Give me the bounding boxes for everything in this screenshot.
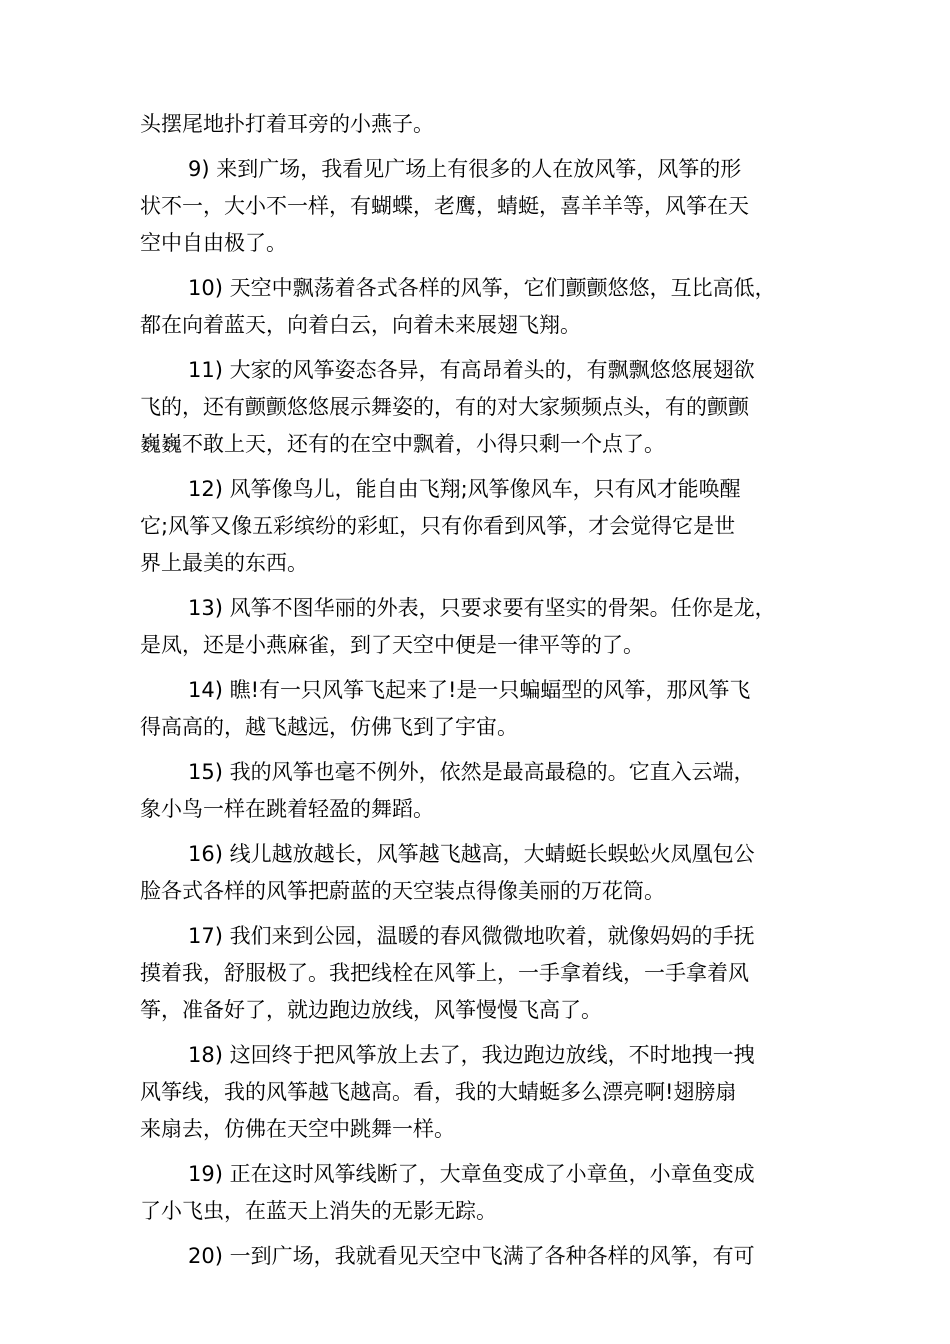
text-line: 飞的，还有颤颤悠悠展示舞姿的，有的对大家频频点头，有的颤颤: [140, 395, 749, 419]
text-line: 9) 来到广场，我看见广场上有很多的人在放风筝，风筝的形: [188, 157, 742, 181]
text-line: 脸各式各样的风筝把蔚蓝的天空装点得像美丽的万花筒。: [140, 879, 665, 903]
paragraph: [140, 151, 840, 262]
text-line: 状不一，大小不一样，有蝴蝶，老鹰，蜻蜓，喜羊羊等，风筝在天: [140, 194, 749, 218]
paragraph: [140, 352, 840, 463]
text-line: 15) 我的风筝也毫不例外，依然是最高最稳的。它直入云端，: [188, 760, 755, 784]
paragraph: [140, 471, 840, 582]
text-line: 来扇去，仿佛在天空中跳舞一样。: [140, 1117, 455, 1141]
text-line: 巍巍不敢上天，还有的在空中飘着，小得只剩一个点了。: [140, 432, 665, 456]
text-line: 10) 天空中飘荡着各式各样的风筝，它们颤颤悠悠，互比高低，: [188, 276, 776, 300]
text-line: 摸着我，舒服极了。我把线栓在风筝上，一手拿着线，一手拿着风: [140, 961, 749, 985]
text-line: 12) 风筝像鸟儿，能自由飞翔;风筝像风车，只有风才能唤醒: [188, 477, 741, 501]
text-line: 风筝线，我的风筝越飞越高。看，我的大蜻蜓多么漂亮啊!翅膀扇: [140, 1080, 737, 1104]
paragraph: [140, 836, 840, 910]
text-line: 都在向着蓝天，向着白云，向着未来展翅飞翔。: [140, 313, 581, 337]
text-line: 11) 大家的风筝姿态各异，有高昂着头的，有飘飘悠悠展翅欲: [188, 358, 755, 382]
text-line: 头摆尾地扑打着耳旁的小燕子。: [140, 112, 434, 136]
text-line: 17) 我们来到公园，温暖的春风微微地吹着，就像妈妈的手抚: [188, 924, 755, 948]
paragraph: [140, 106, 840, 143]
text-line: 13) 风筝不图华丽的外表，只要求要有坚实的骨架。任你是龙，: [188, 596, 776, 620]
text-line: 18) 这回终于把风筝放上去了，我边跑边放线，不时地拽一拽: [188, 1043, 755, 1067]
text-line: 得高高的，越飞越远，仿佛飞到了宇宙。: [140, 715, 518, 739]
paragraph: [140, 1238, 840, 1275]
text-line: 19) 正在这时风筝线断了，大章鱼变成了小章鱼，小章鱼变成: [188, 1162, 755, 1186]
text-line: 是凤，还是小燕麻雀，到了天空中便是一律平等的了。: [140, 633, 644, 657]
paragraph: [140, 1037, 840, 1148]
paragraph: [140, 1156, 840, 1230]
paragraph: [140, 672, 840, 746]
text-line: 界上最美的东西。: [140, 551, 308, 575]
text-line: 筝，准备好了，就边跑边放线，风筝慢慢飞高了。: [140, 998, 602, 1022]
text-line: 了小飞虫，在蓝天上消失的无影无踪。: [140, 1199, 497, 1223]
paragraph: [140, 590, 840, 664]
text-line: 16) 线儿越放越长，风筝越飞越高，大蜻蜓长蜈蚣火凤凰包公: [188, 842, 755, 866]
document-body: [140, 106, 840, 1275]
text-line: 象小鸟一样在跳着轻盈的舞蹈。: [140, 797, 434, 821]
text-line: 空中自由极了。: [140, 231, 287, 255]
text-line: 14) 瞧!有一只风筝飞起来了!是一只蝙蝠型的风筝，那风筝飞: [188, 678, 751, 702]
text-line: 它;风筝又像五彩缤纷的彩虹，只有你看到风筝，才会觉得它是世: [140, 514, 736, 538]
text-line: 20) 一到广场，我就看见天空中飞满了各种各样的风筝，有可: [188, 1244, 755, 1268]
paragraph: [140, 918, 840, 1029]
paragraph: [140, 270, 840, 344]
paragraph: [140, 754, 840, 828]
